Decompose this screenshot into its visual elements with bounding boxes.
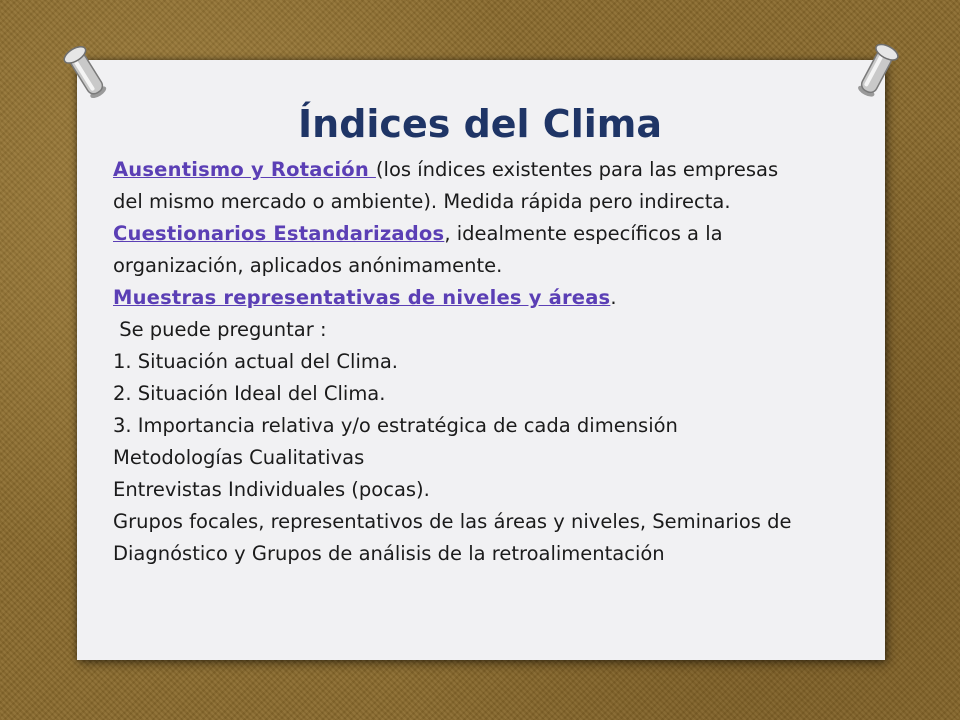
body-line: Diagnóstico y Grupos de análisis de la retroalimentación — [113, 542, 665, 565]
body-line: Grupos focales, representativos de las áreas y niveles, Seminarios de — [113, 510, 792, 533]
body-line: 2. Situación Ideal del Clima. — [113, 382, 386, 405]
body-line: del mismo mercado o ambiente). Medida rápida pero indirecta. — [113, 190, 731, 213]
body-line — [113, 154, 843, 186]
link-cuestionarios[interactable]: Cuestionarios Estandarizados — [113, 222, 445, 245]
body-line: Se puede preguntar : — [113, 318, 327, 341]
slide-title: Índices del Clima — [298, 102, 662, 146]
body-text: (los índices existentes para las empresas — [375, 158, 779, 181]
link-muestras[interactable]: Muestras representativas de niveles y áreas — [113, 286, 611, 309]
link-ausentismo[interactable]: Ausentismo y Rotación — [113, 158, 376, 181]
body-line: organización, aplicados anónimamente. — [113, 254, 503, 277]
body-line: 1. Situación actual del Clima. — [113, 350, 399, 373]
slide-body — [113, 154, 843, 570]
body-line — [113, 282, 843, 314]
body-line: 3. Importancia relativa y/o estratégica de cada dimensión — [113, 414, 678, 437]
body-line: Metodologías Cualitativas — [113, 446, 365, 469]
body-text: . — [610, 286, 617, 309]
body-text: , idealmente específicos a la — [444, 222, 723, 245]
body-line — [113, 218, 843, 250]
body-line: Entrevistas Individuales (pocas). — [113, 478, 430, 501]
